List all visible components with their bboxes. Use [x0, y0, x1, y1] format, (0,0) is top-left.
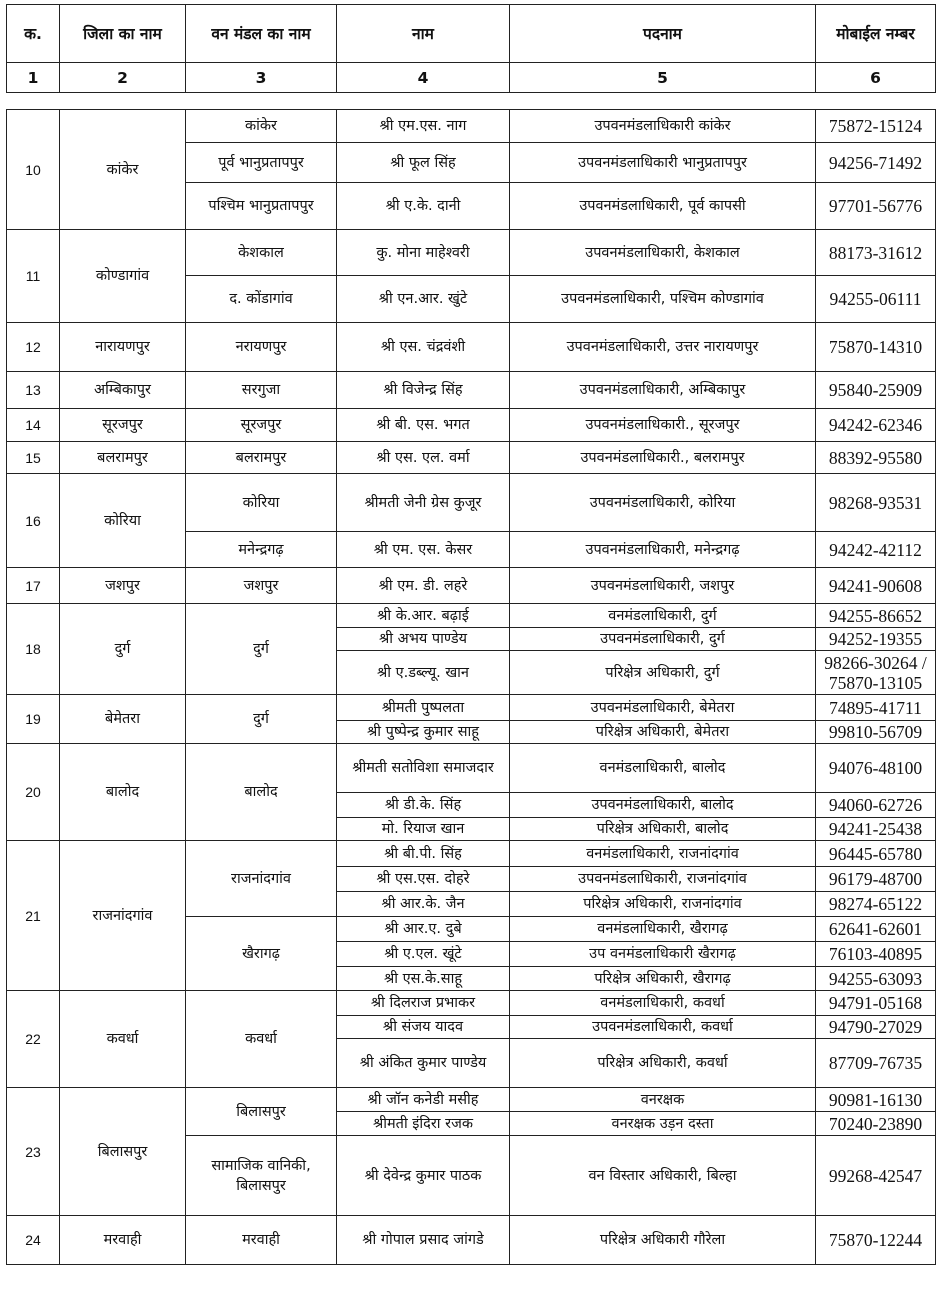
designation-cell: परिक्षेत्र अधिकारी, बेमेतरा [510, 721, 816, 744]
designation-cell: उपवनमंडलाधिकारी, कवर्धा [510, 1016, 816, 1039]
official-name-cell: श्रीमती इंदिरा रजक [337, 1112, 510, 1136]
division-cell: खैरागढ़ [186, 917, 337, 991]
table-row [7, 695, 936, 721]
official-name-cell: श्री फूल सिंह [337, 143, 510, 183]
designation-cell: उपवनमंडलाधिकारी, अम्बिकापुर [510, 372, 816, 409]
designation-cell: उपवनमंडलाधिकारी, केशकाल [510, 230, 816, 276]
official-name-cell: श्री विजेन्द्र सिंह [337, 372, 510, 409]
district-cell: बिलासपुर [60, 1088, 186, 1216]
official-name-cell: कु. मोना माहेश्वरी [337, 230, 510, 276]
mobile-number-cell: 94242-42112 [816, 532, 936, 568]
division-cell: बालोद [186, 744, 337, 841]
official-name-cell: श्रीमती पुष्पलता [337, 695, 510, 721]
designation-cell: परिक्षेत्र अधिकारी, खैरागढ़ [510, 967, 816, 991]
designation-cell: उपवनमंडलाधिकारी कांकेर [510, 110, 816, 143]
mobile-number-cell: 87709-76735 [816, 1039, 936, 1088]
division-cell: सामाजिक वानिकी, बिलासपुर [186, 1136, 337, 1216]
division-cell: पूर्व भानुप्रतापपुर [186, 143, 337, 183]
header-division: वन मंडल का नाम [186, 5, 337, 63]
mobile-number-cell: 94076-48100 [816, 744, 936, 793]
division-cell: द. कोंडागांव [186, 276, 337, 323]
serial-number-cell: 13 [7, 372, 60, 409]
designation-cell: उपवनमंडलाधिकारी, दुर्ग [510, 628, 816, 651]
header-mobile: मोबाईल नम्बर [816, 5, 936, 63]
official-name-cell: श्री गोपाल प्रसाद जांगडे [337, 1216, 510, 1265]
mobile-number-cell: 94791-05168 [816, 991, 936, 1016]
table-row [7, 991, 936, 1016]
official-name-cell: श्री बी. एस. भगत [337, 409, 510, 442]
division-cell: कोरिया [186, 474, 337, 532]
division-cell: दुर्ग [186, 695, 337, 744]
mobile-number-cell: 96445-65780 [816, 841, 936, 867]
header-name: नाम [337, 5, 510, 63]
official-name-cell: श्री के.आर. बढ़ाई [337, 604, 510, 628]
official-name-cell: श्रीमती सतोविशा समाजदार [337, 744, 510, 793]
mobile-number-cell: 98274-65122 [816, 892, 936, 917]
designation-cell: वनमंडलाधिकारी, राजनांदगांव [510, 841, 816, 867]
designation-cell: वनरक्षक [510, 1088, 816, 1112]
designation-cell: उपवनमंडलाधिकारी, पश्चिम कोण्डागांव [510, 276, 816, 323]
mobile-number-cell: 76103-40895 [816, 942, 936, 967]
mobile-number-cell: 99268-42547 [816, 1136, 936, 1216]
division-cell: बिलासपुर [186, 1088, 337, 1136]
district-cell: बेमेतरा [60, 695, 186, 744]
division-cell: कवर्धा [186, 991, 337, 1088]
division-cell: केशकाल [186, 230, 337, 276]
serial-number-cell: 24 [7, 1216, 60, 1265]
official-name-cell: श्री अभय पाण्डेय [337, 628, 510, 651]
serial-number-cell: 15 [7, 442, 60, 474]
division-cell: बलरामपुर [186, 442, 337, 474]
mobile-number-cell: 96179-48700 [816, 867, 936, 892]
designation-cell: उपवनमंडलाधिकारी, मनेन्द्रगढ़ [510, 532, 816, 568]
mobile-number-cell: 94790-27029 [816, 1016, 936, 1039]
designation-cell: उपवनमंडलाधिकारी, बालोद [510, 793, 816, 818]
mobile-number-cell: 98268-93531 [816, 474, 936, 532]
column-number: 5 [510, 63, 816, 93]
official-name-cell: श्री ए.के. दानी [337, 183, 510, 230]
table-row [7, 442, 936, 474]
official-name-cell: श्री आर.ए. दुबे [337, 917, 510, 942]
official-name-cell: श्री डी.के. सिंह [337, 793, 510, 818]
mobile-number-cell: 98266-30264 / 75870-13105 [816, 651, 936, 695]
serial-number-cell: 21 [7, 841, 60, 991]
designation-cell: वनमंडलाधिकारी, बालोद [510, 744, 816, 793]
designation-cell: वनरक्षक उड़न दस्ता [510, 1112, 816, 1136]
mobile-number-cell: 94255-06111 [816, 276, 936, 323]
mobile-number-cell: 94255-63093 [816, 967, 936, 991]
official-name-cell: श्री आर.के. जैन [337, 892, 510, 917]
district-cell: मरवाही [60, 1216, 186, 1265]
header-row [7, 5, 936, 63]
official-name-cell: श्री पुष्पेन्द्र कुमार साहू [337, 721, 510, 744]
official-name-cell: श्री ए.डब्ल्यू. खान [337, 651, 510, 695]
district-cell: राजनांदगांव [60, 841, 186, 991]
district-cell: कोण्डागांव [60, 230, 186, 323]
official-name-cell: श्री एस. एल. वर्मा [337, 442, 510, 474]
table-row [7, 372, 936, 409]
designation-cell: परिक्षेत्र अधिकारी, दुर्ग [510, 651, 816, 695]
serial-number-cell: 22 [7, 991, 60, 1088]
division-cell: पश्चिम भानुप्रतापपुर [186, 183, 337, 230]
table-row [7, 1088, 936, 1112]
designation-cell: वनमंडलाधिकारी, दुर्ग [510, 604, 816, 628]
column-number: 4 [337, 63, 510, 93]
table-body [7, 110, 936, 1265]
district-cell: बालोद [60, 744, 186, 841]
mobile-number-cell: 94241-25438 [816, 818, 936, 841]
mobile-number-cell: 90981-16130 [816, 1088, 936, 1112]
division-cell: मनेन्द्रगढ़ [186, 532, 337, 568]
header-serial: क. [7, 5, 60, 63]
mobile-number-cell: 75870-14310 [816, 323, 936, 372]
district-cell: सूरजपुर [60, 409, 186, 442]
designation-cell: उपवनमंडलाधिकारी., बलरामपुर [510, 442, 816, 474]
mobile-number-cell: 94255-86652 [816, 604, 936, 628]
mobile-number-cell: 95840-25909 [816, 372, 936, 409]
mobile-number-cell: 94256-71492 [816, 143, 936, 183]
table-row [7, 474, 936, 532]
designation-cell: उपवनमंडलाधिकारी, बेमेतरा [510, 695, 816, 721]
table-row [7, 110, 936, 143]
district-cell: कवर्धा [60, 991, 186, 1088]
column-number-row [7, 63, 936, 93]
designation-cell: उपवनमंडलाधिकारी, उत्तर नारायणपुर [510, 323, 816, 372]
designation-cell: उपवनमंडलाधिकारी, कोरिया [510, 474, 816, 532]
designation-cell: उप वनमंडलाधिकारी खैरागढ़ [510, 942, 816, 967]
serial-number-cell: 18 [7, 604, 60, 695]
mobile-number-cell: 75872-15124 [816, 110, 936, 143]
official-name-cell: श्री एम. एस. केसर [337, 532, 510, 568]
division-cell: जशपुर [186, 568, 337, 604]
district-cell: जशपुर [60, 568, 186, 604]
mobile-number-cell: 97701-56776 [816, 183, 936, 230]
official-name-cell: श्री एस.के.साहू [337, 967, 510, 991]
district-cell: बलरामपुर [60, 442, 186, 474]
spacer-row [7, 93, 936, 110]
official-name-cell: श्री दिलराज प्रभाकर [337, 991, 510, 1016]
document-sheet [6, 4, 936, 1265]
official-name-cell: श्री बी.पी. सिंह [337, 841, 510, 867]
mobile-number-cell: 94241-90608 [816, 568, 936, 604]
official-name-cell: श्री एम. डी. लहरे [337, 568, 510, 604]
serial-number-cell: 11 [7, 230, 60, 323]
column-number: 3 [186, 63, 337, 93]
division-cell: दुर्ग [186, 604, 337, 695]
column-number: 1 [7, 63, 60, 93]
district-cell: अम्बिकापुर [60, 372, 186, 409]
official-name-cell: श्री जॉन कनेडी मसीह [337, 1088, 510, 1112]
mobile-number-cell: 88392-95580 [816, 442, 936, 474]
designation-cell: उपवनमंडलाधिकारी, पूर्व कापसी [510, 183, 816, 230]
division-cell: राजनांदगांव [186, 841, 337, 917]
designation-cell: वनमंडलाधिकारी, खैरागढ़ [510, 917, 816, 942]
designation-cell: उपवनमंडलाधिकारी., सूरजपुर [510, 409, 816, 442]
district-cell: कोरिया [60, 474, 186, 568]
serial-number-cell: 23 [7, 1088, 60, 1216]
mobile-number-cell: 70240-23890 [816, 1112, 936, 1136]
serial-number-cell: 20 [7, 744, 60, 841]
official-name-cell: श्रीमती जेनी ग्रेस कुजूर [337, 474, 510, 532]
table-row [7, 568, 936, 604]
designation-cell: परिक्षेत्र अधिकारी गौरेला [510, 1216, 816, 1265]
table-row [7, 841, 936, 867]
serial-number-cell: 12 [7, 323, 60, 372]
table-row [7, 409, 936, 442]
official-name-cell: श्री अंकित कुमार पाण्डेय [337, 1039, 510, 1088]
serial-number-cell: 14 [7, 409, 60, 442]
mobile-number-cell: 62641-62601 [816, 917, 936, 942]
designation-cell: उपवनमंडलाधिकारी, जशपुर [510, 568, 816, 604]
mobile-number-cell: 94242-62346 [816, 409, 936, 442]
mobile-number-cell: 88173-31612 [816, 230, 936, 276]
column-number: 6 [816, 63, 936, 93]
official-name-cell: श्री संजय यादव [337, 1016, 510, 1039]
official-name-cell: श्री ए.एल. खूंटे [337, 942, 510, 967]
mobile-number-cell: 75870-12244 [816, 1216, 936, 1265]
official-name-cell: श्री एस.एस. दोहरे [337, 867, 510, 892]
table-row [7, 744, 936, 793]
officials-table [6, 4, 936, 1265]
table-row [7, 323, 936, 372]
division-cell: नरायणपुर [186, 323, 337, 372]
designation-cell: उपवनमंडलाधिकारी भानुप्रतापपुर [510, 143, 816, 183]
serial-number-cell: 16 [7, 474, 60, 568]
table-row [7, 604, 936, 628]
table-row [7, 1216, 936, 1265]
division-cell: सरगुजा [186, 372, 337, 409]
designation-cell: वन विस्तार अधिकारी, बिल्हा [510, 1136, 816, 1216]
designation-cell: वनमंडलाधिकारी, कवर्धा [510, 991, 816, 1016]
district-cell: नारायणपुर [60, 323, 186, 372]
designation-cell: परिक्षेत्र अधिकारी, राजनांदगांव [510, 892, 816, 917]
mobile-number-cell: 94252-19355 [816, 628, 936, 651]
official-name-cell: श्री एस. चंद्रवंशी [337, 323, 510, 372]
official-name-cell: श्री एम.एस. नाग [337, 110, 510, 143]
designation-cell: परिक्षेत्र अधिकारी, कवर्धा [510, 1039, 816, 1088]
division-cell: मरवाही [186, 1216, 337, 1265]
serial-number-cell: 17 [7, 568, 60, 604]
designation-cell: परिक्षेत्र अधिकारी, बालोद [510, 818, 816, 841]
header-designation: पदनाम [510, 5, 816, 63]
division-cell: सूरजपुर [186, 409, 337, 442]
district-cell: दुर्ग [60, 604, 186, 695]
column-number: 2 [60, 63, 186, 93]
designation-cell: उपवनमंडलाधिकारी, राजनांदगांव [510, 867, 816, 892]
mobile-number-cell: 94060-62726 [816, 793, 936, 818]
header-district: जिला का नाम [60, 5, 186, 63]
serial-number-cell: 10 [7, 110, 60, 230]
district-cell: कांकेर [60, 110, 186, 230]
official-name-cell: श्री एन.आर. खुंटे [337, 276, 510, 323]
official-name-cell: मो. रियाज खान [337, 818, 510, 841]
mobile-number-cell: 74895-41711 [816, 695, 936, 721]
mobile-number-cell: 99810-56709 [816, 721, 936, 744]
division-cell: कांकेर [186, 110, 337, 143]
serial-number-cell: 19 [7, 695, 60, 744]
official-name-cell: श्री देवेन्द्र कुमार पाठक [337, 1136, 510, 1216]
table-row [7, 230, 936, 276]
